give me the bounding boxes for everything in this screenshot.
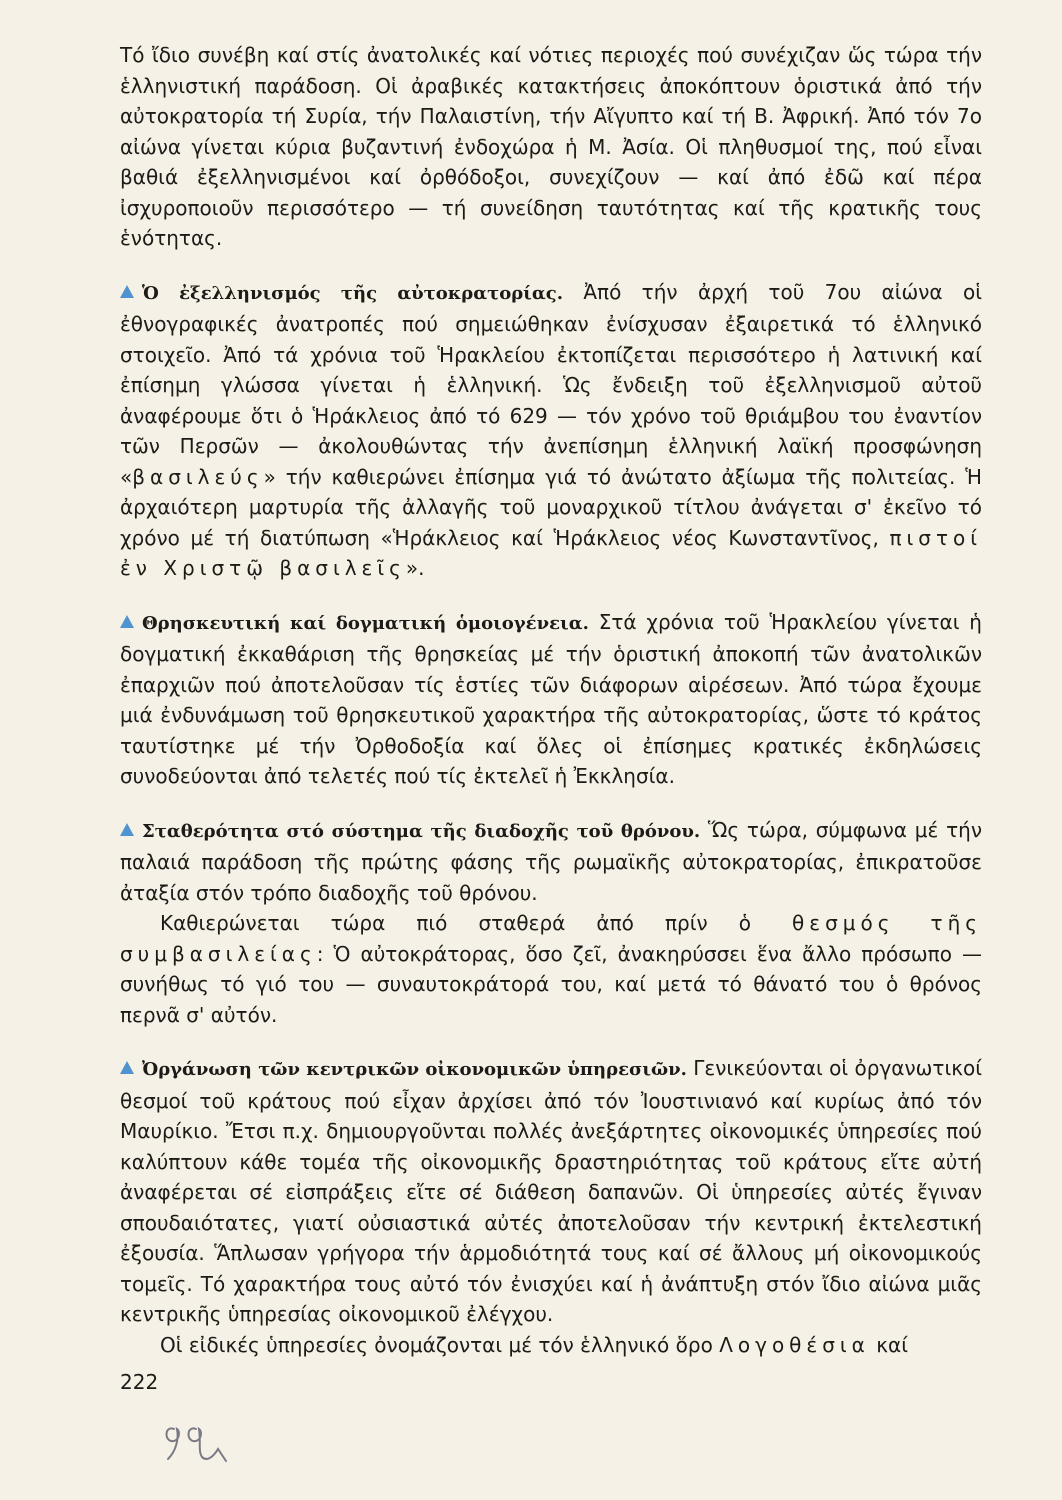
paragraph-finance-text: Γενικεύονται οἱ ὀργανωτικοί θεσμοί τοῦ κράτους πού εἶχαν ἀρχίσει ἀπό τόν Ἰουστινιανό καί κυρίως ἀπό τόν Μαυρίκιο. Ἔτσι π.χ. δημιουργοῦνται πολλές ἀνεξάρτητες οἰκονομικές ὑπηρεσίες πού καλύπτουν κάθε τομέα τῆς οἰκονομικῆς δραστηριότητας τοῦ κράτους εἴτε αὐτή ἀναφέρεται σέ εἰσπράξεις εἴτε σέ διάθεση δαπανῶν. Οἱ ὑπηρεσίες αὐτές ἔγιναν σπουδαιότατες, γιατί οὐσιαστικά αὐτές ἀποτελοῦσαν τήν κεντρική ἐκτελεστική ἐξουσία. Ἅπλωσαν γρήγορα τήν ἁρμοδιότητά τους καί σέ ἄλλους μή οἰκονομικούς τομεῖς. Τό χαρακτήρα τους αὐτό τόν ἐνισχύει καί ἡ ἀνάπτυξη στόν ἴδιο αἰώνα μιᾶς κεντρικῆς ὑπηρεσίας οἰκονομικοῦ ἐλέγχου.	[120, 1056, 982, 1326]
triangle-bullet-icon	[120, 285, 134, 298]
section-heading-finance: Ὀργάνωση τῶν κεντρικῶν οἰκονομικῶν ὑπηρεσιῶν.	[142, 1059, 687, 1080]
triangle-bullet-icon	[120, 823, 134, 836]
page-number: 222	[120, 1370, 159, 1394]
section-heading-hellenization: Ὁ ἐξελληνισμός τῆς αὐτοκρατορίας.	[142, 282, 563, 304]
triangle-bullet-icon	[120, 1061, 134, 1074]
paragraph-succession	[120, 815, 982, 909]
triangle-bullet-icon	[120, 615, 134, 628]
spaced-term-logothesia: Λογοθέσια	[719, 1332, 870, 1357]
paragraph-finance-cont-text-b: καί	[869, 1332, 908, 1357]
paragraph-succession-cont-text-b: : Ὁ αὐτοκράτορας, ὅσο ζεῖ, ἀνακηρύσσει ἕνα ἄλλο πρόσωπο — συνήθως τό γιό του — συναυτοκράτορά του, καί μετά τό θάνατό του ὁ θρόνος περνᾶ σ' αὐτόν.	[120, 941, 982, 1027]
paragraph-hellenization-text-a: Ἀπό τήν ἀρχή τοῦ 7ου αἰώνα οἱ ἐθνογραφικές ἀνατροπές πού σημειώθηκαν ἐνίσχυσαν ἐξαιρετικά τό ἑλληνικό στοιχεῖο. Ἀπό τά χρόνια τοῦ Ἡρακλείου ἐκτοπίζεται περισσότερο ἡ λατινική καί ἐπίσημη γλώσσα γίνεται ἡ ἑλληνική. Ὡς ἔνδειξη τοῦ ἐξελληνισμοῦ αὐτοῦ ἀναφέρουμε ὅτι ὁ Ἡράκλειος ἀπό τό 629 — τόν χρόνο τοῦ θριάμβου του ἐναντίον τῶν Περσῶν — ἀκολουθώντας τήν ἀνεπίσημη ἑλληνική λαϊκή προσφώνηση «	[120, 279, 982, 489]
paragraph-religion-text: Στά χρόνια τοῦ Ἡρακλείου γίνεται ἡ δογματική ἐκκαθάριση τῆς θρησκείας μέ τήν ὁριστική ἀποκοπή τῶν ἀνατολικῶν ἐπαρχιῶν πού ἀποτελοῦσαν τίς ἑστίες τῶν διάφορων αἱρέσεων. Ἀπό τώρα ἔχουμε μιά ἐνδυνάμωση τοῦ θρησκευτικοῦ χαρακτήρα τῆς αὐτοκρατορίας, ὥστε τό κράτος ταυτίστηκε μέ τήν Ὀρθοδοξία καί ὅλες οἱ ἐπίσημες κρατικές ἐκδηλώσεις συνοδεύονται ἀπό τελετές πού τίς ἐκτελεῖ ἡ Ἐκκλησία.	[120, 609, 982, 788]
paragraph-succession-cont-text-a: Καθιερώνεται τώρα πιό σταθερά ἀπό πρίν	[160, 911, 739, 935]
paragraph-hellenization	[120, 277, 982, 584]
paragraph-intro-text: Τό ἴδιο συνέβη καί στίς ἀνατολικές καί νότιες περιοχές πού συνέχιζαν ὥς τώρα τήν ἑλληνιστική παράδοση. Οἱ ἀραβικές κατακτήσεις ἀποκόπτουν ὁριστικά ἀπό τήν αὐτοκρατορία τή Συρία, τήν Παλαιστίνη, τήν Αἴγυπτο καί τή Β. Ἀφρική. Ἀπό τόν 7ο αἰώνα γίνεται κύρια βυζαντινή ἐνδοχώρα ἡ Μ. Ἀσία. Οἱ πληθυσμοί της, πού εἶναι βαθιά ἐξελληνισμένοι καί ὀρθόδοξοι, συνεχίζουν — καί ἀπό ἐδῶ καί πέρα ἰσχυροποιοῦν περισσότερο — τή συνείδηση ταυτότητας καί τῆς κρατικῆς τους ἑνότητας.	[120, 43, 982, 250]
spaced-term-symbasileia: ὁ θεσμός τῆς συμβασιλείας	[120, 911, 982, 966]
paragraph-succession-continued	[120, 908, 982, 1030]
paragraph-intro	[120, 40, 982, 254]
handwritten-mark-icon	[160, 1415, 232, 1465]
paragraph-succession-text: Ὥς τώρα, σύμφωνα μέ τήν παλαιά παράδοση τῆς πρώτης φάσης τῆς ρωμαϊκῆς αὐτοκρατορίας, ἐπικρατοῦσε ἀταξία στόν τρόπο διαδοχῆς τοῦ θρόνου.	[120, 817, 983, 905]
section-heading-succession: Σταθερότητα στό σύστημα τῆς διαδοχῆς τοῦ θρόνου.	[142, 820, 701, 842]
paragraph-hellenization-text-c: ».	[405, 556, 425, 580]
page-body	[120, 40, 982, 1460]
paragraph-hellenization-text-b: » τήν καθιερώνει ἐπίσημα γιά τό ἀνώτατο ἀξίωμα τῆς πολιτείας. Ἡ ἀρχαιότερη μαρτυρία τῆς ἀλλαγῆς τοῦ μοναρχικοῦ τίτλου ἀνάγεται σ' ἐκεῖνο τό χρόνο μέ τή διατύπωση «Ἡράκλειος καί Ἡράκλειος νέος Κωνσταντῖνος,	[120, 464, 982, 550]
section-heading-religion: Θρησκευτική καί δογματική ὁμοιογένεια.	[142, 612, 589, 634]
paragraph-finance	[120, 1053, 982, 1330]
paragraph-finance-cont-text-a: Οἱ εἰδικές ὑπηρεσίες ὀνομάζονται μέ τόν ἑλληνικό ὅρο	[160, 1332, 720, 1357]
spaced-term-pistoi: πιστοί ἐν Χριστῷ βασιλεῖς	[120, 525, 982, 580]
spaced-term-basileus: βασιλεύς	[132, 464, 264, 489]
paragraph-finance-continued	[120, 1330, 982, 1361]
paragraph-religion	[120, 607, 982, 792]
